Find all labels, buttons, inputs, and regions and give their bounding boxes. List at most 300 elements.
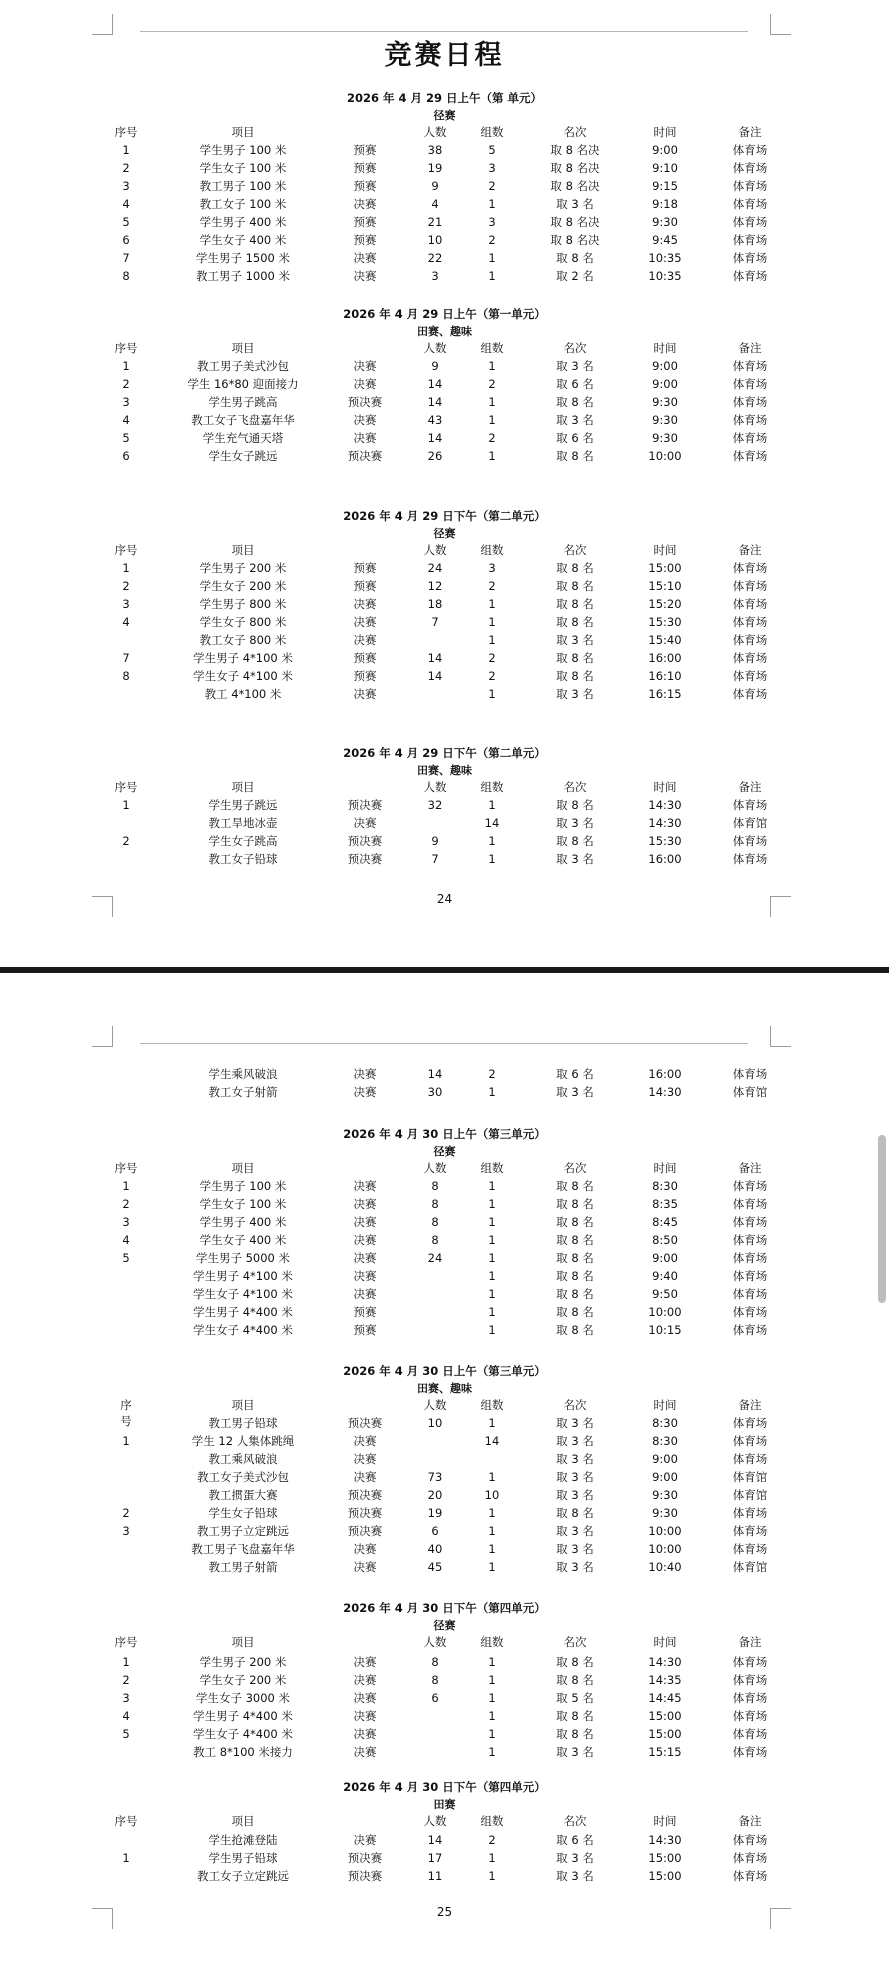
cell-round: 决赛: [353, 1655, 377, 1669]
cell-event: 教工男子美式沙包: [197, 359, 289, 373]
table-row: [0, 1433, 889, 1450]
cell-round: 决赛: [353, 687, 377, 701]
cell-event: 学生女子 4*400 米: [193, 1727, 293, 1741]
cell-venue: 体育馆: [732, 1488, 768, 1502]
cell-rank: 取 3 名: [556, 687, 594, 701]
column-header-venue: 备注: [738, 125, 762, 139]
column-header-seq: 序: [120, 1398, 132, 1412]
section-subheading: 田赛、趣味: [417, 1382, 472, 1395]
section-subheading: 田赛、趣味: [417, 764, 472, 777]
cell-groups: 1: [488, 1251, 496, 1265]
cell-venue: 体育场: [732, 1197, 768, 1211]
table-row: [0, 1868, 889, 1885]
cell-event: 学生女子 4*100 米: [193, 1287, 293, 1301]
cell-venue: 体育场: [732, 834, 768, 848]
cell-round: 决赛: [353, 597, 377, 611]
cell-groups: 1: [488, 395, 496, 409]
cell-groups: 1: [488, 1287, 496, 1301]
cell-groups: 2: [488, 579, 496, 593]
cell-time: 14:30: [648, 1833, 682, 1847]
cell-rank: 取 3 名: [556, 1745, 594, 1759]
cell-time: 14:30: [648, 816, 682, 830]
table-row: [0, 1415, 889, 1432]
cell-rank: 取 8 名: [556, 1251, 594, 1265]
cell-rank: 取 8 名: [556, 1305, 594, 1319]
cell-event: 教工 8*100 米接力: [193, 1745, 293, 1759]
cell-count: 6: [431, 1524, 439, 1538]
cell-time: 15:15: [648, 1745, 682, 1759]
cell-count: 14: [427, 431, 443, 445]
cell-time: 14:45: [648, 1691, 682, 1705]
cell-count: 9: [431, 359, 439, 373]
cell-event: 教工 4*100 米: [204, 687, 282, 701]
cell-time: 14:30: [648, 798, 682, 812]
cell-time: 16:00: [648, 651, 682, 665]
section-subheading: 田赛: [433, 1798, 456, 1811]
cell-rank: 取 3 名: [556, 816, 594, 830]
cell-rank: 取 8 名: [556, 1655, 594, 1669]
cell-rank: 取 8 名: [556, 251, 594, 265]
cell-time: 9:00: [652, 1470, 678, 1484]
cell-time: 10:40: [648, 1560, 682, 1574]
cell-rank: 取 8 名: [556, 1727, 594, 1741]
cell-time: 8:30: [652, 1179, 678, 1193]
cell-seq: 7: [122, 251, 130, 265]
cell-time: 15:30: [648, 615, 682, 629]
cell-groups: 1: [488, 413, 496, 427]
cell-rank: 取 8 名: [556, 798, 594, 812]
cell-time: 9:30: [652, 413, 678, 427]
cell-time: 9:30: [652, 215, 678, 229]
section-heading: 2026 年 4 月 30 日上午（第三单元）: [343, 1364, 546, 1378]
cell-event: 教工男子 1000 米: [195, 269, 291, 283]
cell-seq: 1: [122, 1851, 130, 1865]
table-row: [0, 1084, 889, 1101]
cell-groups: 1: [488, 1179, 496, 1193]
cell-seq: 3: [122, 597, 130, 611]
cell-count: 14: [427, 651, 443, 665]
cell-venue: 体育场: [732, 251, 768, 265]
cell-event: 学生男子 200 米: [199, 1655, 287, 1669]
cell-rank: 取 8 名: [556, 651, 594, 665]
column-header-row: [0, 542, 889, 559]
table-row: [0, 1505, 889, 1522]
cell-event: 学生男子 5000 米: [195, 1251, 291, 1265]
cell-seq: 4: [122, 1709, 130, 1723]
cell-event: 教工女子立定跳远: [197, 1869, 289, 1883]
cell-rank: 取 8 名: [556, 561, 594, 575]
cell-time: 15:00: [648, 1851, 682, 1865]
section-subheading: 田赛、趣味: [417, 325, 472, 338]
column-header-event: 项目: [231, 1814, 255, 1828]
cell-rank: 取 3 名: [556, 633, 594, 647]
table-row: [0, 560, 889, 577]
cell-venue: 体育场: [732, 1434, 768, 1448]
table-row: [0, 412, 889, 429]
cell-groups: 1: [488, 687, 496, 701]
column-header-groups: 组数: [480, 1814, 504, 1828]
column-header-seq: 序号: [114, 341, 138, 355]
table-row: [0, 394, 889, 411]
table-row: [0, 1178, 889, 1195]
cell-time: 15:40: [648, 633, 682, 647]
crop-mark: [92, 1908, 113, 1929]
cell-round: 决赛: [353, 633, 377, 647]
table-row: [0, 686, 889, 703]
cell-event: 学生女子 400 米: [199, 233, 287, 247]
cell-rank: 取 6 名: [556, 431, 594, 445]
cell-groups: 3: [488, 561, 496, 575]
cell-venue: 体育场: [732, 1452, 768, 1466]
cell-time: 16:10: [648, 669, 682, 683]
cell-seq: 4: [122, 1233, 130, 1247]
cell-venue: 体育场: [732, 1233, 768, 1247]
cell-round: 决赛: [353, 359, 377, 373]
cell-groups: 1: [488, 834, 496, 848]
cell-round: 决赛: [353, 1542, 377, 1556]
cell-count: 32: [427, 798, 443, 812]
cell-count: 8: [431, 1233, 439, 1247]
cell-seq: 2: [122, 579, 130, 593]
cell-groups: 1: [488, 449, 496, 463]
cell-groups: 2: [488, 651, 496, 665]
cell-round: 预决赛: [347, 852, 383, 866]
cell-round: 决赛: [353, 1673, 377, 1687]
column-header-event: 项目: [231, 543, 255, 557]
cell-venue: 体育馆: [732, 1470, 768, 1484]
cell-seq: 1: [122, 143, 130, 157]
column-header-event: 项目: [231, 1635, 255, 1649]
cell-venue: 体育场: [732, 687, 768, 701]
cell-venue: 体育场: [732, 579, 768, 593]
cell-round: 决赛: [353, 1085, 377, 1099]
section-subheading: 径赛: [433, 1619, 456, 1632]
cell-rank: 取 8 名: [556, 669, 594, 683]
scrollbar-thumb[interactable]: [878, 1135, 886, 1303]
cell-rank: 取 8 名: [556, 1287, 594, 1301]
cell-venue: 体育场: [732, 377, 768, 391]
cell-count: 17: [427, 1851, 443, 1865]
cell-groups: 2: [488, 431, 496, 445]
cell-event: 学生女子跳高: [208, 834, 278, 848]
cell-time: 15:10: [648, 579, 682, 593]
cell-groups: 1: [488, 1416, 496, 1430]
cell-seq: 2: [122, 1673, 130, 1687]
column-header-event: 项目: [231, 341, 255, 355]
cell-event: 学生女子 100 米: [199, 161, 287, 175]
cell-event: 学生女子 3000 米: [195, 1691, 291, 1705]
cell-time: 14:30: [648, 1085, 682, 1099]
cell-event: 学生女子 4*100 米: [193, 669, 293, 683]
cell-rank: 取 8 名: [556, 579, 594, 593]
cell-event: 教工男子铅球: [208, 1416, 278, 1430]
cell-count: 7: [431, 615, 439, 629]
cell-round: 预决赛: [347, 834, 383, 848]
column-header-groups: 组数: [480, 543, 504, 557]
cell-round: 决赛: [353, 1434, 377, 1448]
table-row: [0, 1708, 889, 1725]
cell-rank: 取 3 名: [556, 197, 594, 211]
table-row: [0, 833, 889, 850]
cell-event: 教工男子立定跳远: [197, 1524, 289, 1538]
table-row: [0, 1523, 889, 1540]
cell-seq: 3: [122, 1215, 130, 1229]
cell-time: 10:00: [648, 449, 682, 463]
crop-mark: [770, 14, 791, 35]
cell-event: 学生男子跳远: [208, 798, 278, 812]
cell-groups: 2: [488, 377, 496, 391]
cell-event: 学生男子 400 米: [199, 1215, 287, 1229]
cell-count: 14: [427, 1067, 443, 1081]
cell-rank: 取 8 名: [556, 1709, 594, 1723]
cell-count: 9: [431, 179, 439, 193]
cell-round: 预决赛: [347, 1869, 383, 1883]
cell-round: 决赛: [353, 1287, 377, 1301]
cell-groups: 1: [488, 597, 496, 611]
cell-round: 决赛: [353, 1560, 377, 1574]
cell-time: 10:00: [648, 1305, 682, 1319]
cell-rank: 取 8 名: [556, 1323, 594, 1337]
cell-round: 预赛: [353, 669, 377, 683]
cell-venue: 体育场: [732, 1179, 768, 1193]
cell-seq: 1: [122, 561, 130, 575]
cell-event: 教工乘风破浪: [208, 1452, 278, 1466]
crop-mark: [770, 896, 791, 917]
cell-rank: 取 8 名决: [550, 143, 600, 157]
cell-round: 决赛: [353, 269, 377, 283]
cell-rank: 取 8 名: [556, 449, 594, 463]
cell-count: 8: [431, 1655, 439, 1669]
cell-time: 9:40: [652, 1269, 678, 1283]
cell-time: 8:35: [652, 1197, 678, 1211]
cell-round: 预赛: [353, 179, 377, 193]
cell-time: 10:15: [648, 1323, 682, 1337]
cell-seq: 6: [122, 449, 130, 463]
cell-rank: 取 8 名: [556, 395, 594, 409]
cell-round: 决赛: [353, 431, 377, 445]
column-header-count: 人数: [423, 1398, 447, 1412]
cell-round: 决赛: [353, 1470, 377, 1484]
cell-groups: 1: [488, 1655, 496, 1669]
cell-round: 预决赛: [347, 1488, 383, 1502]
table-row: [0, 578, 889, 595]
cell-seq: 1: [122, 798, 130, 812]
column-header-time: 时间: [653, 125, 677, 139]
cell-count: 9: [431, 834, 439, 848]
cell-count: 7: [431, 852, 439, 866]
cell-count: 4: [431, 197, 439, 211]
cell-round: 预决赛: [347, 798, 383, 812]
cell-venue: 体育场: [732, 215, 768, 229]
cell-venue: 体育场: [732, 179, 768, 193]
column-header-row: [0, 1634, 889, 1651]
cell-event: 教工男子 100 米: [199, 179, 287, 193]
cell-event: 教工女子飞盘嘉年华: [191, 413, 295, 427]
crop-mark: [92, 14, 113, 35]
cell-seq: 2: [122, 377, 130, 391]
cell-count: 8: [431, 1179, 439, 1193]
column-header-time: 时间: [653, 780, 677, 794]
column-header-venue: 备注: [738, 1814, 762, 1828]
column-header-groups: 组数: [480, 125, 504, 139]
section-heading: 2026 年 4 月 30 日下午（第四单元）: [343, 1601, 546, 1615]
cell-groups: 1: [488, 1524, 496, 1538]
cell-rank: 取 8 名: [556, 597, 594, 611]
cell-rank: 取 3 名: [556, 1542, 594, 1556]
cell-round: 决赛: [353, 1727, 377, 1741]
table-row: [0, 1744, 889, 1761]
cell-groups: 1: [488, 1470, 496, 1484]
cell-event: 学生 16*80 迎面接力: [187, 377, 299, 391]
cell-rank: 取 6 名: [556, 1833, 594, 1847]
page-number: 24: [436, 892, 453, 906]
table-row: [0, 1268, 889, 1285]
cell-event: 学生女子 200 米: [199, 1673, 287, 1687]
cell-round: 预赛: [353, 579, 377, 593]
table-row: [0, 160, 889, 177]
cell-count: 73: [427, 1470, 443, 1484]
table-row: [0, 196, 889, 213]
cell-venue: 体育场: [732, 651, 768, 665]
cell-groups: 1: [488, 197, 496, 211]
crop-mark: [92, 1026, 113, 1047]
cell-time: 9:15: [652, 179, 678, 193]
cell-event: 学生男子 4*400 米: [193, 1305, 293, 1319]
cell-time: 9:00: [652, 359, 678, 373]
cell-rank: 取 2 名: [556, 269, 594, 283]
table-row: [0, 214, 889, 231]
page-24: [0, 0, 889, 960]
cell-round: 预赛: [353, 161, 377, 175]
crop-mark: [770, 1908, 791, 1929]
cell-rank: 取 3 名: [556, 1085, 594, 1099]
cell-venue: 体育馆: [732, 816, 768, 830]
cell-groups: 1: [488, 359, 496, 373]
cell-time: 16:00: [648, 1067, 682, 1081]
cell-count: 8: [431, 1673, 439, 1687]
crop-mark: [92, 896, 113, 917]
cell-event: 学生男子 100 米: [199, 1179, 287, 1193]
cell-venue: 体育场: [732, 1673, 768, 1687]
cell-seq: 5: [122, 431, 130, 445]
cell-event: 学生女子 100 米: [199, 1197, 287, 1211]
cell-count: 24: [427, 1251, 443, 1265]
cell-count: 45: [427, 1560, 443, 1574]
cell-count: 12: [427, 579, 443, 593]
cell-round: 决赛: [353, 1179, 377, 1193]
cell-seq: 4: [122, 413, 130, 427]
table-row: [0, 668, 889, 685]
cell-rank: 取 8 名: [556, 1673, 594, 1687]
section-heading: 2026 年 4 月 30 日下午（第四单元）: [343, 1780, 546, 1794]
column-header-rank: 名次: [563, 1398, 587, 1412]
column-header-event: 项目: [231, 780, 255, 794]
cell-seq: 2: [122, 834, 130, 848]
cell-seq: 2: [122, 1197, 130, 1211]
cell-groups: 1: [488, 1727, 496, 1741]
cell-groups: 1: [488, 1215, 496, 1229]
column-header-seq: 序号: [114, 1635, 138, 1649]
table-row: [0, 1451, 889, 1468]
cell-time: 9:30: [652, 1488, 678, 1502]
column-header-venue: 备注: [738, 341, 762, 355]
cell-venue: 体育场: [732, 1691, 768, 1705]
column-header-count: 人数: [423, 780, 447, 794]
cell-event: 学生抢滩登陆: [208, 1833, 278, 1847]
cell-round: 决赛: [353, 1215, 377, 1229]
cell-event: 教工旱地冰壶: [208, 816, 278, 830]
column-header-seq: 序号: [114, 125, 138, 139]
cell-seq: 2: [122, 161, 130, 175]
section-heading: 2026 年 4 月 30 日上午（第三单元）: [343, 1127, 546, 1141]
column-header-rank: 名次: [563, 1161, 587, 1175]
cell-seq: 5: [122, 1727, 130, 1741]
cell-event: 学生乘风破浪: [208, 1067, 278, 1081]
column-header-groups: 组数: [480, 1635, 504, 1649]
cell-round: 预赛: [353, 651, 377, 665]
table-row: [0, 650, 889, 667]
cell-time: 9:00: [652, 377, 678, 391]
cell-venue: 体育场: [732, 413, 768, 427]
cell-rank: 取 3 名: [556, 1452, 594, 1466]
cell-count: 26: [427, 449, 443, 463]
cell-round: 预决赛: [347, 1524, 383, 1538]
cell-rank: 取 3 名: [556, 852, 594, 866]
cell-seq: 1: [122, 1434, 130, 1448]
table-row: [0, 1690, 889, 1707]
cell-time: 15:00: [648, 1709, 682, 1723]
column-header-groups: 组数: [480, 780, 504, 794]
cell-groups: 1: [488, 615, 496, 629]
table-row: [0, 815, 889, 832]
crop-mark: [770, 1026, 791, 1047]
cell-groups: 1: [488, 1085, 496, 1099]
table-row: [0, 250, 889, 267]
cell-event: 教工男子飞盘嘉年华: [191, 1542, 295, 1556]
table-row: [0, 797, 889, 814]
cell-round: 决赛: [353, 1197, 377, 1211]
cell-groups: 1: [488, 1869, 496, 1883]
table-row: [0, 1250, 889, 1267]
cell-venue: 体育场: [732, 431, 768, 445]
document-title: 竞赛日程: [384, 40, 505, 71]
cell-rank: 取 3 名: [556, 1869, 594, 1883]
column-header-time: 时间: [653, 341, 677, 355]
cell-count: 40: [427, 1542, 443, 1556]
table-row: [0, 430, 889, 447]
cell-rank: 取 3 名: [556, 1434, 594, 1448]
cell-venue: 体育场: [732, 1269, 768, 1283]
column-header-rank: 名次: [563, 341, 587, 355]
cell-venue: 体育场: [732, 633, 768, 647]
cell-venue: 体育场: [732, 233, 768, 247]
cell-time: 9:30: [652, 1506, 678, 1520]
cell-time: 15:00: [648, 1727, 682, 1741]
cell-round: 决赛: [353, 377, 377, 391]
cell-round: 决赛: [353, 1067, 377, 1081]
cell-event: 教工男子射箭: [208, 1560, 278, 1574]
cell-event: 学生男子 100 米: [199, 143, 287, 157]
cell-groups: 1: [488, 1305, 496, 1319]
cell-groups: 1: [488, 1233, 496, 1247]
cell-venue: 体育场: [732, 1215, 768, 1229]
cell-time: 9:18: [652, 197, 678, 211]
column-header-row: [0, 1160, 889, 1177]
cell-time: 9:50: [652, 1287, 678, 1301]
cell-seq: 2: [122, 1506, 130, 1520]
cell-event: 学生男子 1500 米: [195, 251, 291, 265]
cell-time: 10:35: [648, 251, 682, 265]
